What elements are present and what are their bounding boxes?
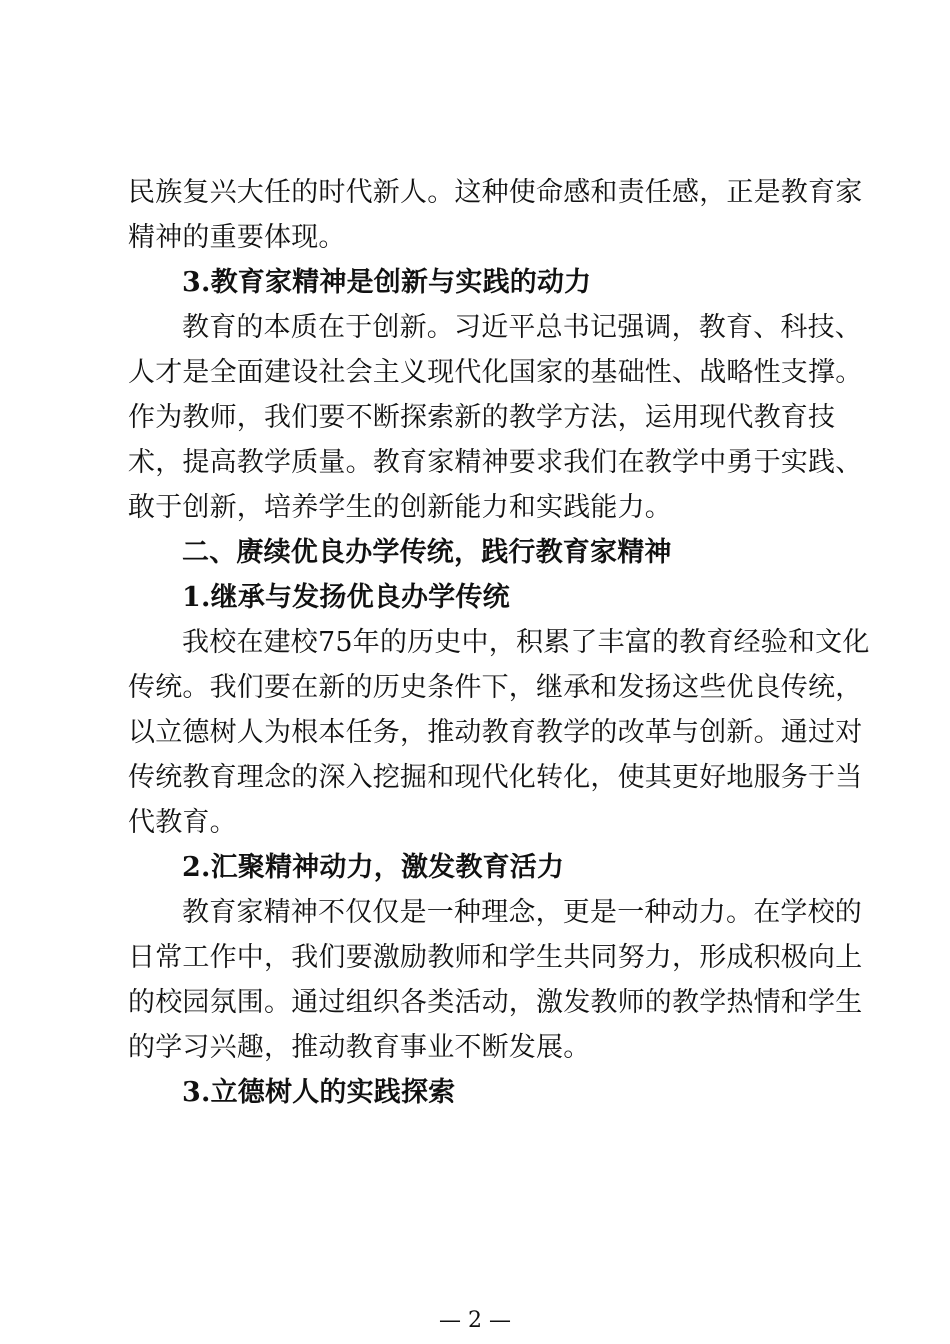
paragraph-start-line: 教育家精神不仅仅是一种理念，更是一种动力。在学校的 (182, 897, 862, 928)
body-line: 人才是全面建设社会主义现代化国家的基础性、战略性支撑。 (128, 357, 863, 388)
body-line: 术，提高教学质量。教育家精神要求我们在教学中勇于实践、 (128, 447, 863, 478)
section-heading-two: 二、赓续优良办学传统，践行教育家精神 (182, 537, 672, 568)
subheading-innovation-practice: 3.教育家精神是创新与实践的动力 (182, 267, 592, 298)
page-number: — 2 — (439, 1308, 511, 1333)
body-line: 的校园氛围。通过组织各类活动，激发教师的教学热情和学生 (128, 987, 863, 1018)
body-line: 的学习兴趣，推动教育事业不断发展。 (128, 1032, 591, 1063)
body-line: 日常工作中，我们要激励教师和学生共同努力，形成积极向上 (128, 942, 863, 973)
body-line: 传统教育理念的深入挖掘和现代化转化，使其更好地服务于当 (128, 762, 863, 793)
paragraph-start-line: 教育的本质在于创新。习近平总书记强调，教育、科技、 (182, 312, 862, 343)
document-body (128, 170, 870, 1115)
paragraph-start-line: 我校在建校75年的历史中，积累了丰富的教育经验和文化 (182, 627, 870, 658)
subheading-moral-education: 3.立德树人的实践探索 (182, 1077, 456, 1108)
body-line: 传统。我们要在新的历史条件下，继承和发扬这些优良传统， (128, 672, 863, 703)
body-line: 精神的重要体现。 (128, 222, 346, 253)
subheading-inherit-tradition: 1.继承与发扬优良办学传统 (182, 582, 510, 613)
body-line: 代教育。 (128, 807, 237, 838)
body-line: 民族复兴大任的时代新人。这种使命感和责任感，正是教育家 (128, 177, 863, 208)
subheading-gather-spirit: 2.汇聚精神动力，激发教育活力 (182, 852, 565, 883)
body-line: 以立德树人为根本任务，推动教育教学的改革与创新。通过对 (128, 717, 863, 748)
body-line: 敢于创新，培养学生的创新能力和实践能力。 (128, 492, 672, 523)
body-line: 作为教师，我们要不断探索新的教学方法，运用现代教育技 (128, 402, 836, 433)
